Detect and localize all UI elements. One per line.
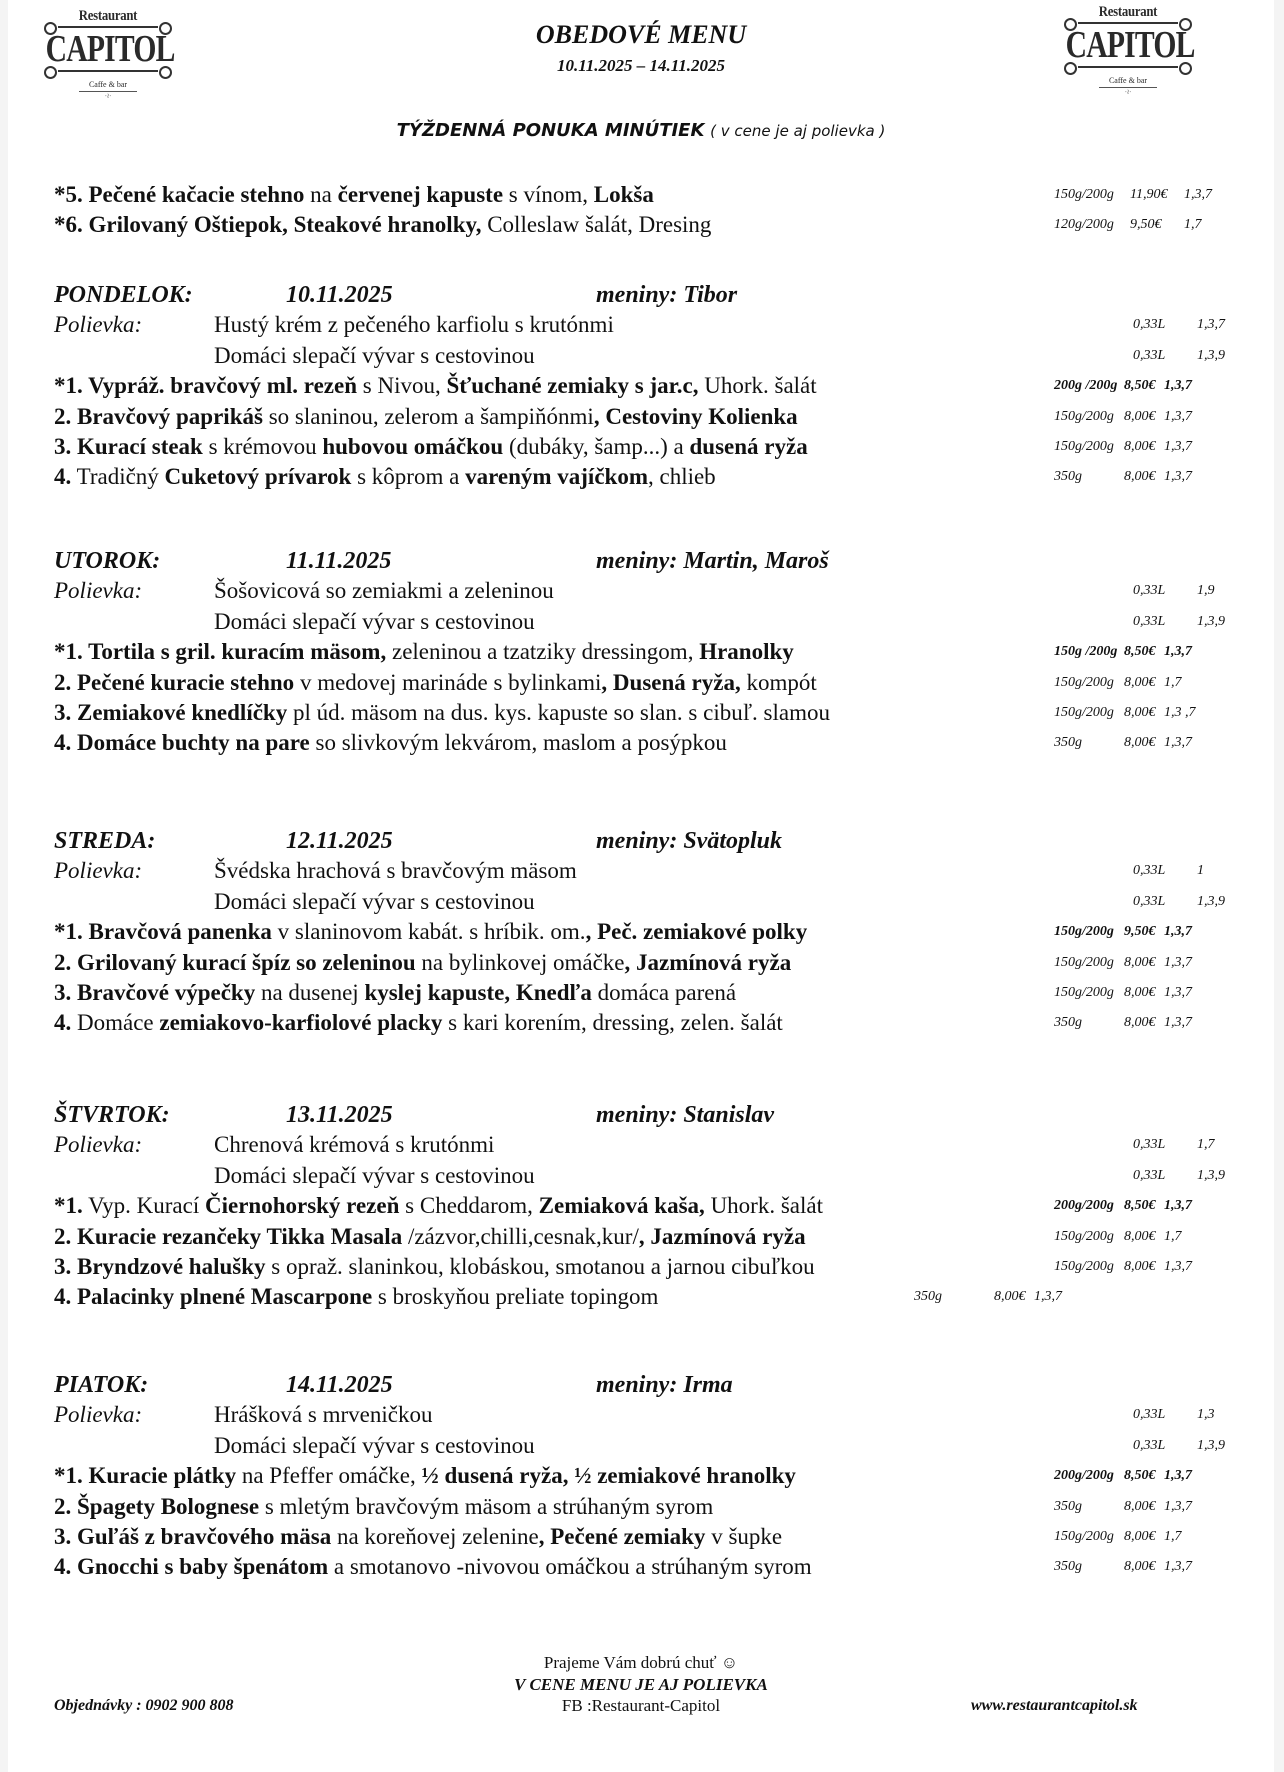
allergens: 1,3: [1197, 1407, 1215, 1423]
meal-text: Uhork. šalát: [698, 373, 817, 399]
soup-volume: 0,33L: [1133, 583, 1166, 599]
portion-weight: 150g/200g: [1054, 924, 1114, 940]
meal-description: [54, 980, 736, 1005]
meal-description: [54, 212, 711, 237]
meal-highlight-text: 2. Pečené kuracie stehno: [54, 669, 295, 695]
meal-highlight-text: 4.: [54, 1010, 72, 1036]
meal-text: na koreňovej zelenine: [331, 1524, 539, 1549]
meal-item: [54, 432, 1274, 462]
weekly-offer-heading: [8, 120, 1274, 141]
allergens: 1,7: [1197, 1137, 1215, 1153]
allergens: 1,3,9: [1197, 893, 1225, 909]
meal-description: [54, 1524, 782, 1549]
meal-description: [54, 1284, 658, 1309]
soup-item: [54, 1400, 1274, 1430]
logo-top-word: Restaurant: [1098, 4, 1158, 20]
soup-item: [54, 607, 1274, 637]
meal-item: [54, 948, 1274, 978]
soup-volume: 0,33L: [1133, 893, 1166, 909]
portion-weight: 150g/200g: [1054, 985, 1114, 1000]
menu-date-range: 10.11.2025 – 14.11.2025: [556, 56, 726, 75]
meal-highlight-text: Hranolky: [699, 639, 794, 665]
menu-page: [8, 0, 1274, 1772]
meal-item: [54, 698, 1274, 728]
meal-text: , chlieb: [647, 464, 716, 490]
allergens: 1,3,9: [1197, 347, 1225, 363]
meal-text: s broskyňou preliate topingom: [372, 1284, 659, 1310]
meal-description: [54, 1494, 713, 1519]
meal-item: [54, 1552, 1274, 1582]
meal-item: [54, 1222, 1274, 1252]
price: 11,90€: [1130, 187, 1168, 202]
day-name: STREDA:: [54, 828, 156, 854]
meal-highlight-text: *6. Grilovaný Oštiepok, Steakové hranolky,: [54, 212, 482, 238]
price: 8,50€: [1124, 644, 1156, 660]
portion-weight: 350g: [1054, 1015, 1082, 1031]
footer-soup-note: V CENE MENU JE AJ POLIEVKA: [514, 1675, 768, 1694]
allergens: 1,3,7: [1164, 1468, 1192, 1484]
portion-weight: 200g /200g: [1054, 378, 1118, 394]
price: 8,00€: [1124, 1559, 1156, 1575]
meal-item: [54, 1522, 1274, 1552]
meal-highlight-text: *5. Pečené kačacie stehno: [54, 182, 305, 207]
meal-text: Tradičný: [71, 464, 165, 490]
meal-text: Domáce: [71, 1010, 160, 1036]
allergens: 1,3,9: [1197, 1437, 1225, 1453]
meal-description: [54, 182, 654, 207]
allergens: 1,7: [1184, 217, 1202, 233]
allergens: 1,9: [1197, 583, 1215, 599]
meal-text: s Cheddarom,: [399, 1193, 539, 1219]
meal-description: [54, 919, 807, 944]
meal-item: [54, 1191, 1274, 1221]
meal-text: (dubáky, šamp...) a: [503, 434, 690, 459]
price: 8,00€: [1124, 1015, 1156, 1031]
portion-weight: 150g/200g: [1054, 187, 1114, 202]
meal-highlight-text: 2. Špagety Bolognese: [54, 1493, 260, 1519]
portion-weight: 350g: [1054, 469, 1082, 485]
meal-item: [54, 978, 1274, 1008]
meal-description: [54, 1224, 806, 1249]
logo-name: CAPITOL: [45, 28, 175, 70]
meal-description: [54, 464, 716, 489]
day-date: 13.11.2025: [286, 1102, 393, 1128]
meal-text: v slaninovom kabát. s hríbik. om.: [271, 919, 586, 945]
menu-title: OBEDOVÉ MENU: [535, 20, 747, 49]
day-date: 14.11.2025: [286, 1372, 393, 1398]
meal-text: na bylinkovej omáčke: [415, 949, 625, 975]
price: 8,00€: [1124, 1498, 1156, 1514]
meal-highlight-text: , Jazmínová ryža: [624, 949, 792, 975]
meal-text: s mletým bravčovým mäsom a strúhaným syrom: [259, 1493, 714, 1519]
meal-highlight-text: dusená ryža: [689, 434, 808, 459]
weekly-item: [54, 210, 1274, 240]
day-name: ŠTVRTOK:: [54, 1102, 170, 1128]
meal-text: so slaninou, zelerom a šampiňónmi: [262, 403, 594, 429]
meal-text: s Nivou,: [357, 373, 447, 399]
meal-text: v medovej marináde s bylinkami: [294, 669, 602, 695]
portion-weight: 200g/200g: [1054, 1468, 1114, 1484]
meal-text: Colleslaw šalát, Dresing: [481, 212, 712, 238]
price: 9,50€: [1124, 924, 1156, 940]
meal-highlight-text: 4. Domáce buchty na pare: [54, 730, 310, 756]
allergens: 1,3,7: [1164, 1259, 1192, 1274]
meal-item: [54, 637, 1274, 667]
meal-description: [54, 730, 727, 755]
nameday: meniny: Tibor: [596, 282, 738, 308]
day-header: [54, 1100, 1274, 1130]
meal-description: [54, 670, 817, 695]
meal-text: v šupke: [705, 1524, 783, 1549]
soup-name: Domáci slepačí vývar s cestovinou: [214, 1432, 535, 1458]
soup-name: Švédska hrachová s bravčovým mäsom: [214, 858, 577, 884]
meal-highlight-text: 3. Bravčové výpečky: [54, 980, 256, 1005]
meal-description: [54, 373, 817, 398]
meal-highlight-text: , Jazmínová ryža: [638, 1223, 806, 1249]
soup-name: Domáci slepačí vývar s cestovinou: [214, 342, 535, 368]
allergens: 1,7: [1164, 1228, 1182, 1244]
meal-highlight-text: zemiakovo-karfiolové placky: [159, 1010, 443, 1036]
meal-item: [54, 402, 1274, 432]
meal-highlight-text: *1.: [54, 1193, 83, 1219]
meal-highlight-text: Cuketový prívarok: [164, 464, 352, 490]
meal-highlight-text: , Dusená ryža,: [601, 669, 741, 695]
meal-item: [54, 668, 1274, 698]
allergens: 1,3,7: [1197, 317, 1225, 333]
logo-subtitle: Caffe & bar: [79, 80, 137, 92]
allergens: 1,3,7: [1034, 1289, 1062, 1305]
allergens: 1,3,7: [1164, 924, 1192, 940]
meal-highlight-text: Čiernohorský rezeň: [204, 1193, 400, 1219]
meal-highlight-text: Zemiaková kaša,: [538, 1193, 705, 1219]
meal-highlight-text: 2. Grilovaný kurací špíz so zeleninou: [54, 949, 416, 975]
meal-highlight-text: *1. Vypráž. bravčový ml. rezeň: [54, 373, 358, 399]
soup-name: Chrenová krémová s krutónmi: [214, 1132, 495, 1158]
price: 8,00€: [1124, 735, 1156, 751]
meal-highlight-text: 3. Guľáš z bravčového mäsa: [54, 1524, 332, 1549]
soup-item: [54, 887, 1274, 917]
soup-item: [54, 1130, 1274, 1160]
portion-weight: 150g/200g: [1054, 1259, 1114, 1274]
meal-item: [54, 1282, 1274, 1312]
logo-name: CAPITOL: [1065, 24, 1195, 66]
price: 8,00€: [1124, 705, 1156, 720]
meal-text: na dusenej: [255, 980, 365, 1005]
meal-text: pl úd. mäsom na dus. kys. kapuste so slan. s cibuľ. slamou: [287, 700, 830, 725]
soup-volume: 0,33L: [1133, 347, 1166, 363]
soup-name: Domáci slepačí vývar s cestovinou: [214, 888, 535, 914]
portion-weight: 150g/200g: [1054, 439, 1114, 454]
soup-volume: 0,33L: [1133, 613, 1166, 629]
allergens: 1: [1197, 863, 1204, 879]
soup-label: Polievka:: [54, 858, 143, 884]
meal-highlight-text: 2. Kuracie rezančeky Tikka Masala: [54, 1223, 403, 1249]
logo-subtitle: Caffe & bar: [1099, 76, 1157, 88]
soup-item: [54, 1431, 1274, 1461]
logo-top-word: Restaurant: [78, 8, 138, 24]
meal-highlight-text: 4. Gnocchi s baby špenátom: [54, 1554, 329, 1580]
soup-volume: 0,33L: [1133, 1167, 1166, 1183]
footer-orders-phone: Objednávky : 0902 900 808: [54, 1697, 234, 1714]
soup-volume: 0,33L: [1133, 1437, 1166, 1453]
logo-ornament-icon: ∙≀∙: [104, 92, 112, 100]
meal-text: so slivkovým lekvárom, maslom a posýpkou: [309, 730, 727, 756]
day-date: 12.11.2025: [286, 828, 393, 854]
soup-name: Šošovicová so zemiakmi a zeleninou: [214, 578, 554, 604]
nameday: meniny: Irma: [596, 1372, 733, 1398]
meal-text: Uhork. šalát: [704, 1193, 823, 1219]
allergens: 1,3,7: [1164, 644, 1192, 660]
meal-highlight-text: 3. Zemiakové knedlíčky: [54, 700, 288, 725]
allergens: 1,3,9: [1197, 613, 1225, 629]
meal-highlight-text: *1. Tortila s gril. kuracím mäsom,: [54, 639, 387, 665]
portion-weight: 350g: [1054, 1559, 1082, 1575]
allergens: 1,3,7: [1164, 378, 1192, 394]
meal-text: s krémovou: [202, 434, 323, 459]
allergens: 1,3,7: [1164, 469, 1192, 485]
price: 8,00€: [1124, 469, 1156, 485]
meal-item: [54, 917, 1274, 947]
day-header: [54, 546, 1274, 576]
day-header: [54, 826, 1274, 856]
allergens: 1,7: [1164, 1529, 1182, 1544]
price: 8,00€: [1124, 1259, 1156, 1274]
weekly-offer-title: TÝŽDENNÁ PONUKA MINÚTIEK: [396, 120, 705, 141]
meal-text: zeleninou a tzatziky dressingom,: [386, 639, 700, 665]
price: 8,00€: [1124, 985, 1156, 1000]
allergens: 1,3,7: [1164, 1498, 1192, 1514]
footer-facebook: FB :Restaurant-Capitol: [561, 1696, 721, 1715]
meal-highlight-text: ½ dusená ryža, ½ zemiakové hranolky: [421, 1463, 796, 1489]
meal-highlight-text: , Peč. zemiakové polky: [585, 919, 808, 945]
meal-highlight-text: hubovou omáčkou: [322, 434, 504, 459]
allergens: 1,3,7: [1164, 1559, 1192, 1575]
price: 8,00€: [1124, 954, 1156, 970]
portion-weight: 150g /200g: [1054, 644, 1118, 660]
price: 8,00€: [1124, 1228, 1156, 1244]
portion-weight: 120g/200g: [1054, 217, 1114, 233]
footer-greeting: Prajeme Vám dobrú chuť ☺: [543, 1653, 739, 1672]
meal-description: [54, 1463, 796, 1488]
soup-volume: 0,33L: [1133, 317, 1166, 333]
soup-item: [54, 856, 1274, 886]
price: 9,50€: [1130, 217, 1162, 233]
meal-item: [54, 1461, 1274, 1491]
meal-description: [54, 434, 808, 459]
meal-item: [54, 1492, 1274, 1522]
meal-item: [54, 371, 1274, 401]
soup-label: Polievka:: [54, 312, 143, 338]
portion-weight: 350g: [1054, 735, 1082, 751]
meal-text: Vyp. Kurací: [82, 1193, 205, 1219]
meal-item: [54, 462, 1274, 492]
weekly-offer-note: ( v cene je aj polievka ): [710, 122, 886, 140]
meal-highlight-text: , Pečené zemiaky: [538, 1524, 706, 1549]
day-header: [54, 280, 1274, 310]
meal-text: domáca parená: [591, 980, 737, 1005]
soup-name: Domáci slepačí vývar s cestovinou: [214, 608, 535, 634]
soup-volume: 0,33L: [1133, 1407, 1166, 1423]
nameday: meniny: Stanislav: [596, 1102, 775, 1128]
meal-text: s opraž. slaninkou, klobáskou, smotanou a jarnou cibuľkou: [265, 1254, 815, 1279]
meal-description: [54, 950, 791, 975]
meal-description: [54, 1254, 815, 1279]
meal-highlight-text: 4.: [54, 464, 72, 490]
allergens: 1,3,7: [1164, 1015, 1192, 1031]
price: 8,00€: [1124, 1529, 1156, 1544]
price: 8,00€: [994, 1289, 1026, 1305]
soup-item: [54, 576, 1274, 606]
nameday: meniny: Martin, Maroš: [596, 548, 829, 574]
allergens: 1,3 ,7: [1164, 705, 1196, 720]
meal-description: [54, 1010, 783, 1035]
price: 8,00€: [1124, 439, 1156, 454]
portion-weight: 150g/200g: [1054, 408, 1114, 424]
portion-weight: 150g/200g: [1054, 954, 1114, 970]
meal-highlight-text: kyslej kapuste, Knedľa: [364, 980, 592, 1005]
day-header: [54, 1370, 1274, 1400]
day-name: PONDELOK:: [54, 282, 193, 308]
meal-description: [54, 700, 830, 725]
meal-text: s kôprom a: [351, 464, 466, 490]
allergens: 1,3,7: [1164, 985, 1192, 1000]
meal-item: [54, 1252, 1274, 1282]
day-date: 11.11.2025: [286, 548, 392, 574]
price: 8,50€: [1124, 378, 1156, 394]
meal-highlight-text: 3. Bryndzové halušky: [54, 1254, 266, 1279]
meal-highlight-text: 4. Palacinky plnené Mascarpone: [54, 1284, 373, 1310]
price: 8,50€: [1124, 1198, 1156, 1214]
soup-label: Polievka:: [54, 1402, 143, 1428]
portion-weight: 200g/200g: [1054, 1198, 1114, 1214]
allergens: 1,3,9: [1197, 1167, 1225, 1183]
soup-label: Polievka:: [54, 578, 143, 604]
meal-text: na Pfeffer omáčke,: [236, 1463, 422, 1489]
soup-volume: 0,33L: [1133, 1137, 1166, 1153]
allergens: 1,3,7: [1164, 408, 1192, 424]
meal-description: [54, 639, 794, 664]
portion-weight: 150g/200g: [1054, 1228, 1114, 1244]
logo-ornament-icon: ∙≀∙: [1124, 88, 1132, 96]
nameday: meniny: Svätopluk: [596, 828, 783, 854]
meal-item: [54, 1008, 1274, 1038]
portion-weight: 150g/200g: [1054, 674, 1114, 690]
allergens: 1,3,7: [1164, 439, 1192, 454]
soup-name: Hrášková s mrveničkou: [214, 1402, 433, 1428]
soup-item: [54, 341, 1274, 371]
meal-description: [54, 1193, 823, 1218]
soup-volume: 0,33L: [1133, 863, 1166, 879]
price: 8,50€: [1124, 1468, 1156, 1484]
portion-weight: 150g/200g: [1054, 705, 1114, 720]
meal-highlight-text: 3. Kurací steak: [54, 434, 203, 459]
portion-weight: 350g: [1054, 1498, 1082, 1514]
price: 8,00€: [1124, 674, 1156, 690]
day-date: 10.11.2025: [286, 282, 393, 308]
meal-highlight-text: vareným vajíčkom: [465, 464, 648, 490]
meal-highlight-text: *1. Kuracie plátky: [54, 1463, 237, 1489]
allergens: 1,7: [1164, 674, 1182, 690]
meal-description: [54, 1554, 812, 1579]
allergens: 1,3,7: [1164, 735, 1192, 751]
soup-name: Domáci slepačí vývar s cestovinou: [214, 1162, 535, 1188]
allergens: 1,3,7: [1184, 187, 1212, 202]
soup-label: Polievka:: [54, 1132, 143, 1158]
meal-text: s vínom,: [503, 182, 594, 207]
meal-item: [54, 728, 1274, 758]
meal-highlight-text: červenej kapuste: [337, 182, 504, 207]
allergens: 1,3,7: [1164, 1198, 1192, 1214]
allergens: 1,3,7: [1164, 954, 1192, 970]
meal-highlight-text: , Cestoviny Kolienka: [593, 403, 798, 429]
day-name: UTOROK:: [54, 548, 161, 574]
meal-highlight-text: *1. Bravčová panenka: [54, 919, 272, 945]
weekly-item: [54, 180, 1274, 210]
soup-item: [54, 1161, 1274, 1191]
soup-item: [54, 310, 1274, 340]
price: 8,00€: [1124, 408, 1156, 424]
meal-text: na: [304, 182, 338, 207]
portion-weight: 150g/200g: [1054, 1529, 1114, 1544]
portion-weight: 350g: [914, 1289, 942, 1305]
meal-text: kompót: [740, 669, 817, 695]
day-name: PIATOK:: [54, 1372, 149, 1398]
meal-highlight-text: Lokša: [593, 182, 654, 207]
soup-name: Hustý krém z pečeného karfiolu s krutónmi: [214, 312, 614, 338]
meal-description: [54, 404, 798, 429]
footer-website-link[interactable]: www.restaurantcapitol.sk: [971, 1697, 1138, 1714]
meal-text: s kari korením, dressing, zelen. šalát: [442, 1010, 783, 1036]
meal-text: /zázvor,chilli,cesnak,kur/: [402, 1223, 639, 1249]
meal-text: a smotanovo -nivovou omáčkou a strúhaným syrom: [328, 1554, 812, 1580]
meal-highlight-text: Šťuchané zemiaky s jar.c,: [446, 373, 699, 399]
meal-highlight-text: 2. Bravčový paprikáš: [54, 403, 263, 429]
